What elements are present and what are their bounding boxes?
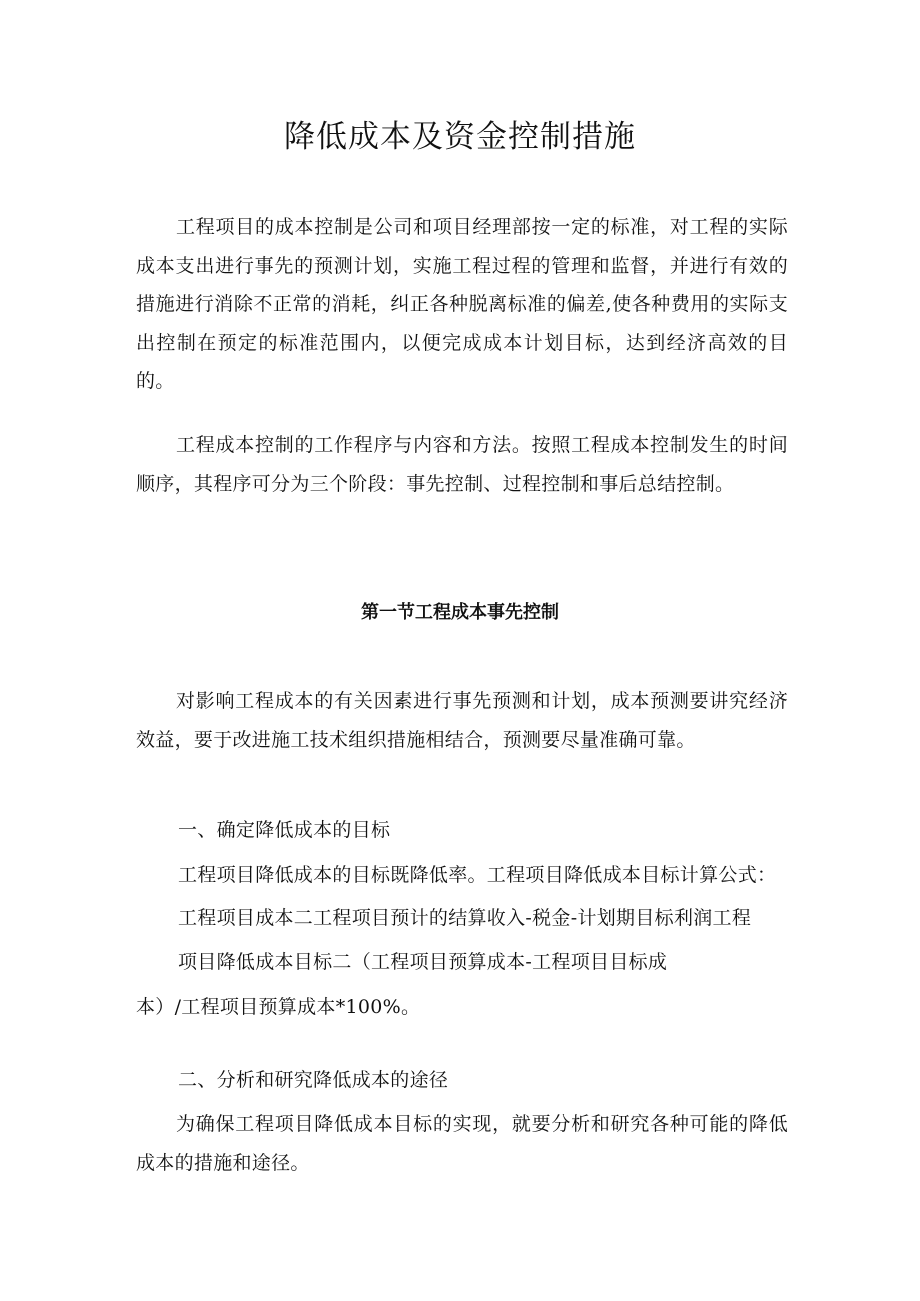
intro-paragraph-1: 工程项目的成本控制是公司和项目经理部按一定的标准，对工程的实际成本支出进行事先的预测计划，实施工程过程的管理和监督，并进行有效的措施进行消除不正常的消耗，纠正各种脱离标准的偏差,使各种费用的实际支出控制在预定的标准范围内，以便完成成本计划目标，达到经济高效的目的。 xyxy=(136,216,788,392)
section-paragraph: 对影响工程成本的有关因素进行事先预测和计划，成本预测要讲究经济效益，要于改进施工技术组织措施相结合，预测要尽量准确可靠。 xyxy=(136,690,788,751)
subsection-heading-2: 二、分析和研究降低成本的途径 xyxy=(178,1069,449,1091)
formula-line-3: 项目降低成本目标二（工程项目预算成本-工程项目目标成 xyxy=(178,951,668,973)
formula-line-1: 工程项目降低成本的目标既降低率。工程项目降低成本目标计算公式： xyxy=(178,864,777,886)
formula-line-4: 本）/工程项目预算成本*100%。 xyxy=(136,996,421,1018)
subsection-heading-1: 一、确定降低成本的目标 xyxy=(178,819,391,841)
document-title: 降低成本及资金控制措施 xyxy=(284,119,636,155)
intro-paragraph-2: 工程成本控制的工作程序与内容和方法。按照工程成本控制发生的时间顺序，其程序可分为三个阶段：事先控制、过程控制和事后总结控制。 xyxy=(136,434,788,495)
section-heading: 第一节工程成本事先控制 xyxy=(361,602,559,623)
subsection-paragraph-2: 为确保工程项目降低成本目标的实现，就要分析和研究各种可能的降低成本的措施和途径。 xyxy=(136,1113,788,1174)
formula-line-2: 工程项目成本二工程项目预计的结算收入-税金-计划期目标利润工程 xyxy=(178,907,752,929)
